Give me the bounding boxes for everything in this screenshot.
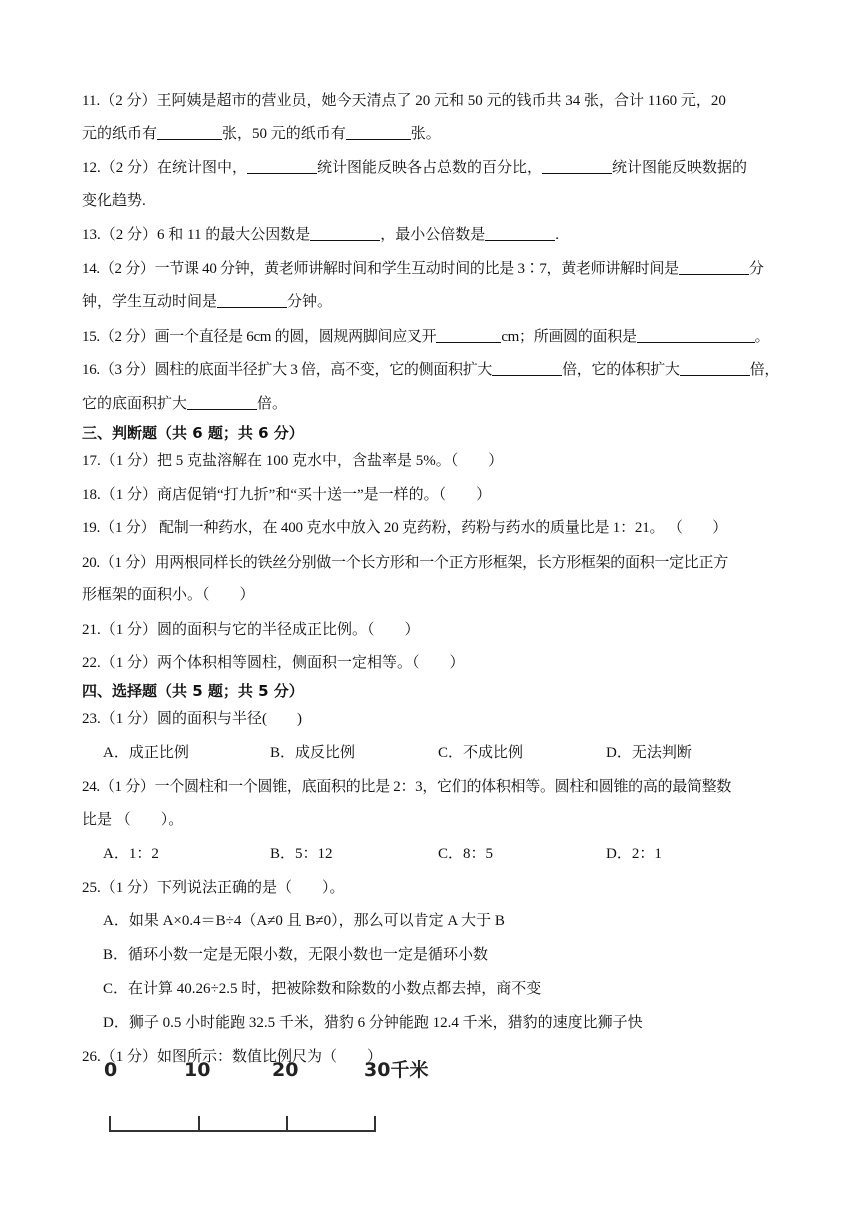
option-a[interactable]: A．如果 A×0.4＝B÷4（A≠0 且 B≠0），那么可以肯定 A 大于 B xyxy=(103,913,505,929)
question-25: 25.（1 分）下列说法正确的是（ ）。 xyxy=(82,880,345,896)
scale-label-0: 0 xyxy=(104,1059,118,1081)
answer-blank[interactable] xyxy=(310,224,380,241)
question-21: 21.（1 分）圆的面积与它的半径成正比例。（ ） xyxy=(82,622,420,638)
answer-blank[interactable] xyxy=(217,291,287,308)
answer-blank[interactable] xyxy=(187,393,257,410)
q11-text-c: 张。 xyxy=(410,126,441,142)
q12-text-b: 统计图能反映各占总数的百分比， xyxy=(317,160,543,176)
q16-text-e: 倍。 xyxy=(257,396,288,412)
q11-text-a: 元的纸币有 xyxy=(82,126,158,142)
answer-blank[interactable] xyxy=(679,258,749,275)
option-a[interactable]: A．1：2 xyxy=(103,846,159,862)
answer-blank[interactable] xyxy=(346,123,411,140)
section-heading-choice: 四、选择题（共 5 题；共 5 分） xyxy=(82,682,304,700)
answer-blank[interactable] xyxy=(542,157,612,174)
answer-blank[interactable] xyxy=(637,326,755,343)
question-24: 24.（1 分）一个圆柱和一个圆锥，底面积的比是 2：3，它们的体积相等。圆柱和圆锥的高的最简整数 xyxy=(82,779,732,795)
question-20-cont: 形框架的面积小。（ ） xyxy=(82,587,255,603)
scale-label-30: 30千米 xyxy=(364,1059,429,1081)
answer-blank[interactable] xyxy=(247,157,317,174)
option-a[interactable]: A．成正比例 xyxy=(103,745,189,761)
q14-text-d: 分钟。 xyxy=(287,294,333,310)
answer-blank[interactable] xyxy=(680,359,750,376)
q11-text-b: 张，50 元的纸币有 xyxy=(222,126,346,142)
question-16-cont xyxy=(82,393,287,415)
scale-label-20: 20 xyxy=(272,1059,299,1081)
option-d[interactable]: D．无法判断 xyxy=(606,745,692,761)
question-18: 18.（1 分）商店促销“打九折”和“买十送一”是一样的。（ ） xyxy=(82,487,492,503)
section-heading-judgement: 三、判断题（共 6 题；共 6 分） xyxy=(82,424,304,442)
option-b[interactable]: B．5：12 xyxy=(270,846,333,862)
question-11 xyxy=(82,90,726,112)
answer-blank[interactable] xyxy=(485,224,555,241)
q12-text-c: 统计图能反映数据的 xyxy=(612,160,748,176)
scale-label-10: 10 xyxy=(184,1059,211,1081)
q12-text-a: 12.（2 分）在统计图中， xyxy=(82,160,248,176)
answer-blank[interactable] xyxy=(492,359,562,376)
q15-text-b: cm；所画圆的面积是 xyxy=(501,329,637,345)
question-12-cont xyxy=(82,190,146,212)
q15-text-a: 15.（2 分）画一个直径是 6cm 的圆，圆规两脚间应叉开 xyxy=(82,329,437,345)
question-24-cont: 比是 （ ）。 xyxy=(82,812,184,828)
q13-text-a: 13.（2 分）6 和 11 的最大公因数是 xyxy=(82,227,311,243)
question-11-cont xyxy=(82,123,441,145)
question-13 xyxy=(82,224,559,246)
scale-bar-figure xyxy=(100,1052,460,1142)
question-14-cont xyxy=(82,291,332,313)
question-20: 20.（1 分）用两根同样长的铁丝分别做一个长方形和一个正方形框架，长方形框架的面积一定比正方 xyxy=(82,555,728,571)
answer-blank[interactable] xyxy=(157,123,222,140)
question-14 xyxy=(82,258,764,280)
q12-text-d: 变化趋势. xyxy=(82,193,146,209)
q13-text-b: ，最小公倍数是 xyxy=(380,227,486,243)
question-16 xyxy=(82,359,779,381)
option-b[interactable]: B．循环小数一定是无限小数，无限小数也一定是循环小数 xyxy=(103,947,489,963)
option-d[interactable]: D．2：1 xyxy=(606,846,662,862)
q16-text-c: 倍， xyxy=(749,362,780,378)
q11-text: 11.（2 分）王阿姨是超市的营业员，她今天清点了 20 元和 50 元的钱币共 34 张，合计 1160 元，20 xyxy=(82,93,726,109)
question-12 xyxy=(82,157,747,179)
option-c[interactable]: C．在计算 40.26÷2.5 时，把被除数和除数的小数点都去掉，商不变 xyxy=(103,981,542,997)
option-d[interactable]: D．狮子 0.5 小时能跑 32.5 千米，猎豹 6 分钟能跑 12.4 千米，猎豹的速度比狮子快 xyxy=(103,1015,643,1031)
q14-text-a: 14.（2 分）一节课 40 分钟，黄老师讲解时间和学生互动时间的比是 3∶7，黄老师讲解时间是 xyxy=(82,261,679,277)
option-c[interactable]: C．8：5 xyxy=(438,846,494,862)
q14-text-c: 钟，学生互动时间是 xyxy=(82,294,218,310)
answer-blank[interactable] xyxy=(436,326,501,343)
question-22: 22.（1 分）两个体积相等圆柱，侧面积一定相等。（ ） xyxy=(82,655,465,671)
option-b[interactable]: B．成反比例 xyxy=(270,745,356,761)
q15-text-c: 。 xyxy=(754,329,770,345)
option-c[interactable]: C．不成比例 xyxy=(438,745,524,761)
question-17: 17.（1 分）把 5 克盐溶解在 100 克水中，含盐率是 5%。（ ） xyxy=(82,453,504,469)
q13-text-c: . xyxy=(555,227,559,243)
question-26: 26.（1 分）如图所示：数值比例尺为（ ） xyxy=(82,1049,383,1065)
q16-text-a: 16.（3 分）圆柱的底面半径扩大 3 倍，高不变，它的侧面积扩大 xyxy=(82,362,493,378)
question-19: 19.（1 分） 配制一种药水，在 400 克水中放入 20 克药粉，药粉与药水的质量比是 1：21。 （ ） xyxy=(82,520,728,536)
question-15 xyxy=(82,326,769,348)
q14-text-b: 分 xyxy=(748,261,764,277)
question-23: 23.（1 分）圆的面积与半径( ) xyxy=(82,711,302,727)
q16-text-b: 倍，它的体积扩大 xyxy=(562,362,680,378)
q16-text-d: 它的底面积扩大 xyxy=(82,396,188,412)
scale-bar xyxy=(110,1116,376,1132)
